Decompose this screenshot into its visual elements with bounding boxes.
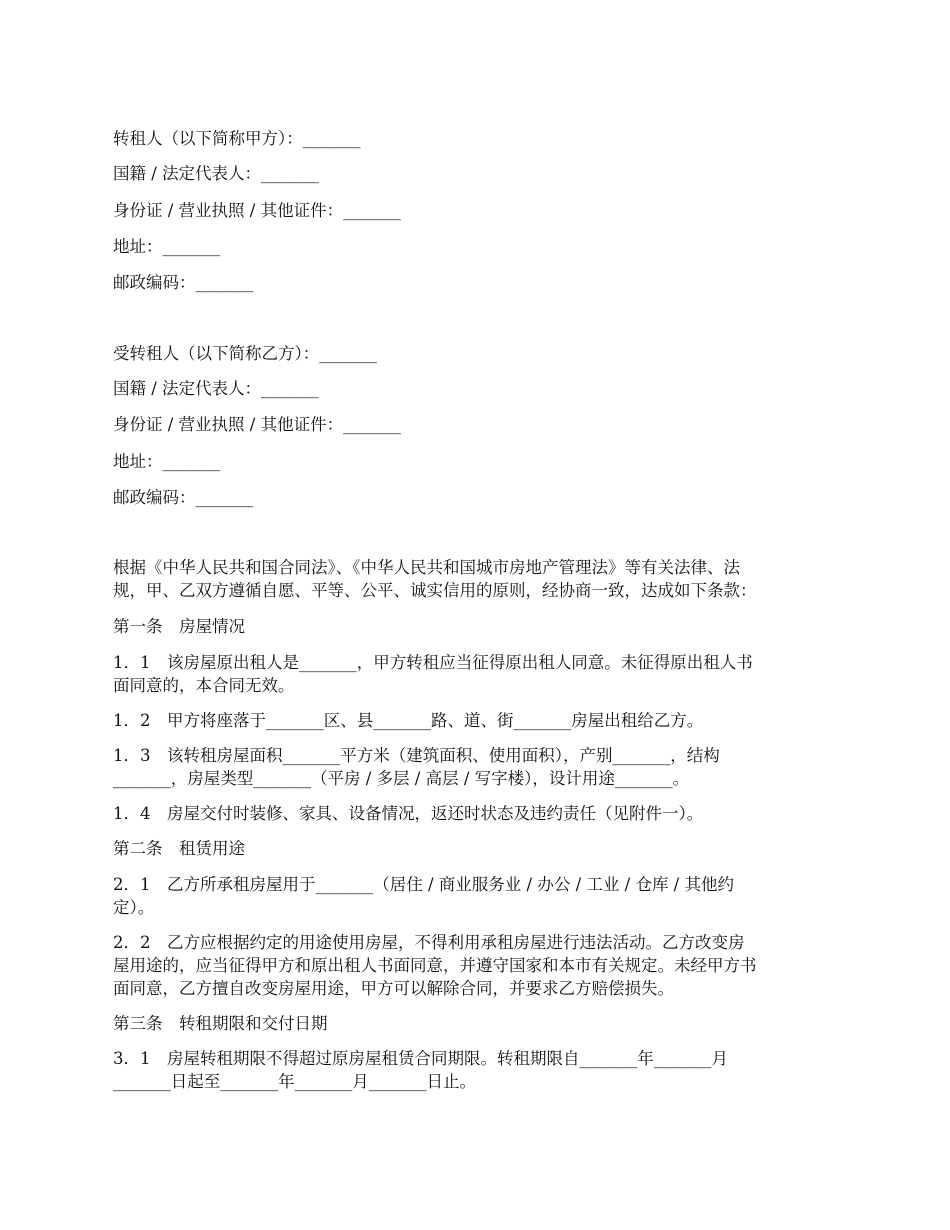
intro-line: 规，甲、乙双方遵循自愿、平等、公平、诚实信用的原则，经协商一致，达成如下条款： — [113, 581, 757, 600]
clause-3-1-cont: _______日起至_______年_______月_______日止。 — [113, 1072, 476, 1091]
party-a-postcode: 邮政编码：_______ — [113, 273, 254, 292]
clause-1-2: 1．2 甲方将座落于_______区、县_______路、道、街_______房屋出租给乙方。 — [113, 711, 704, 730]
clause-2-1: 2．1 乙方所承租房屋用于_______（居住 / 商业服务业 / 办公 / 工业 / 仓库 / 其他约 — [113, 875, 734, 894]
party-b-address: 地址：_______ — [113, 452, 221, 471]
clause-1-4: 1．4 房屋交付时装修、家具、设备情况，返还时状态及违约责任（见附件一）。 — [113, 804, 704, 823]
article-2-title: 第二条 租赁用途 — [113, 839, 245, 858]
clause-2-2-cont: 面同意，乙方擅自改变房屋用途，甲方可以解除合同，并要求乙方赔偿损失。 — [113, 979, 674, 998]
party-a-id: 身份证 / 营业执照 / 其他证件：_______ — [113, 201, 401, 220]
party-b-nationality: 国籍 / 法定代表人：_______ — [113, 379, 319, 398]
clause-2-2: 2．2 乙方应根据约定的用途使用房屋，不得利用承租房屋进行违法活动。乙方改变房 — [113, 933, 745, 952]
clause-3-1: 3．1 房屋转租期限不得超过原房屋租赁合同期限。转租期限自_______年_______月 — [113, 1049, 728, 1068]
clause-1-1-cont: 面同意的，本合同无效。 — [113, 676, 295, 695]
party-b-id: 身份证 / 营业执照 / 其他证件：_______ — [113, 415, 401, 434]
clause-2-2-cont: 屋用途的，应当征得甲方和原出租人书面同意，并遵守国家和本市有关规定。未经甲方书 — [113, 956, 757, 975]
clause-1-1: 1．1 该房屋原出租人是_______，甲方转租应当征得原出租人同意。未征得原出租人书 — [113, 653, 753, 672]
party-a-nationality: 国籍 / 法定代表人：_______ — [113, 164, 319, 183]
article-1-title: 第一条 房屋情况 — [113, 617, 245, 636]
article-3-title: 第三条 转租期限和交付日期 — [113, 1014, 328, 1033]
party-a-name: 转租人（以下简称甲方）：_______ — [113, 129, 361, 148]
party-a-address: 地址：_______ — [113, 237, 221, 256]
party-b-name: 受转租人（以下简称乙方）：_______ — [113, 344, 377, 363]
intro-line: 根据《中华人民共和国合同法》、《中华人民共和国城市房地产管理法》等有关法律、法 — [113, 558, 740, 577]
clause-1-3: 1．3 该转租房屋面积_______平方米（建筑面积、使用面积），产别_______，结构 — [113, 746, 720, 765]
party-b-postcode: 邮政编码：_______ — [113, 488, 254, 507]
clause-1-3-cont: _______，房屋类型_______（平房 / 多层 / 高层 / 写字楼），设计用途_______。 — [113, 769, 690, 788]
clause-2-1-cont: 定）。 — [113, 898, 155, 917]
